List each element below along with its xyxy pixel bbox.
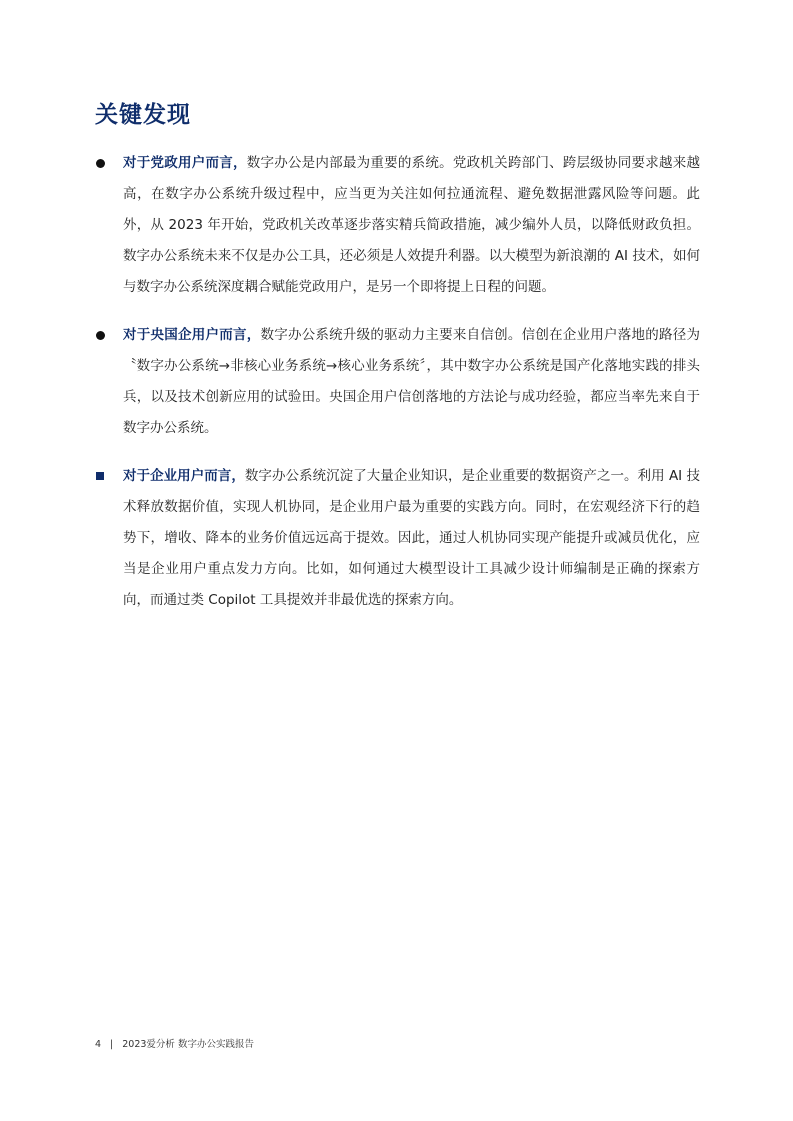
key-findings-list (95, 148, 700, 633)
finding-lead: 对于央国企用户而言， (123, 327, 261, 343)
bullet-dot-icon (96, 159, 105, 168)
bullet-square-icon (96, 472, 104, 480)
finding-text: 数字办公系统沉淀了大量企业知识，是企业重要的数据资产之一。利用 AI 技术释放数据价值，实现人机协同，是企业用户最为重要的实践方向。同时，在宏观经济下行的趋势下，增收、降本的业务价值远远高于提效。因此，通过人机协同实现产能提升或减员优化，应当是企业用户重点发力方向。比如，如何通过大模型设计工具减少设计师编制是正确的探索方向，而通过类 Copilot 工具提效并非最优选的探索方向。 (123, 468, 700, 608)
report-title: 2023爱分析 数字办公实践报告 (122, 1039, 254, 1050)
finding-lead: 对于党政用户而言， (123, 155, 247, 171)
finding-text: 数字办公系统升级的驱动力主要来自信创。信创在企业用户落地的路径为〝数字办公系统→非核心业务系统→核心业务系统〞，其中数字办公系统是国产化落地实践的排头兵，以及技术创新应用的试验田。央国企用户信创落地的方法论与成功经验，都应当率先来自于数字办公系统。 (123, 327, 701, 436)
finding-enterprise (95, 461, 700, 616)
finding-text: 数字办公是内部最为重要的系统。党政机关跨部门、跨层级协同要求越来越高，在数字办公系统升级过程中，应当更为关注如何拉通流程、避免数据泄露风险等问题。此外，从 2023 年开始，党政机关改革逐步落实精兵简政措施，减少编外人员，以降低财政负担。数字办公系统未来不仅是办公工具，还必须是人效提升利器。以大模型为新浪潮的 AI 技术，如何与数字办公系统深度耦合赋能党政用户，是另一个即将提上日程的问题。 (123, 155, 701, 295)
bullet-dot-icon (96, 331, 105, 340)
page-footer (95, 1038, 254, 1052)
page-number: 4 (95, 1039, 102, 1050)
page-heading: 关键发现 (95, 102, 191, 128)
finding-lead: 对于企业用户而言， (123, 468, 245, 484)
footer-separator: | (110, 1039, 114, 1050)
finding-party-government (95, 148, 700, 303)
finding-state-owned-enterprise (95, 320, 700, 444)
